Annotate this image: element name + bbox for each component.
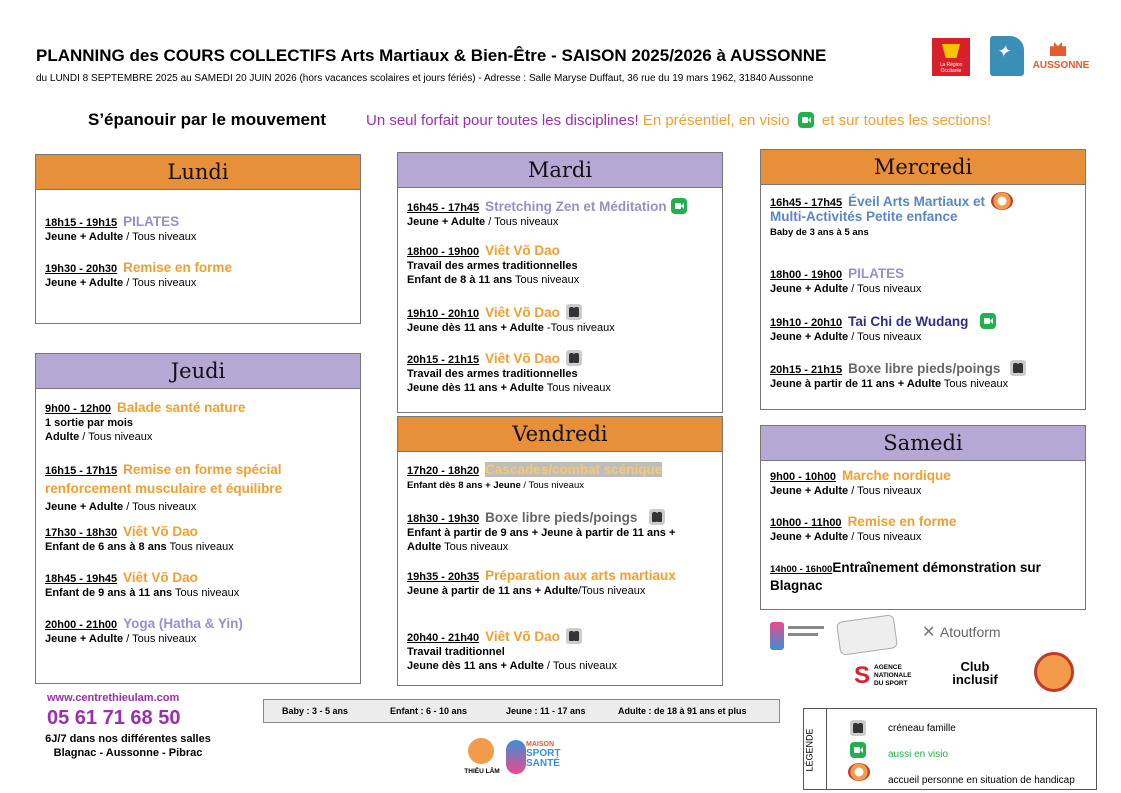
- slot-name: Remise en forme: [123, 260, 232, 275]
- slot-level: -Tous niveaux: [543, 322, 615, 334]
- slot-who: Baby de 3 ans à 5 ans: [770, 227, 869, 238]
- slot-who: Enfant de 8 à 11 ans: [407, 274, 513, 286]
- slot-who: Jeune + Adulte: [770, 331, 849, 343]
- handiguide-logo: [1034, 652, 1074, 692]
- slot-who: Jeune + Adulte: [45, 501, 124, 513]
- slot-name: Viêt Võ Dao: [485, 629, 560, 644]
- slot-mardi-2: [407, 244, 716, 287]
- slot-samedi-1: [770, 469, 1079, 498]
- club-inclusif-logo: [948, 660, 1002, 690]
- family-icon: [1010, 360, 1026, 376]
- family-icon: [566, 628, 582, 644]
- slot-mercredi-4: [770, 360, 1079, 391]
- day-box-vendredi: [397, 416, 723, 686]
- video-icon: [980, 313, 996, 329]
- slot-who: Jeune dès 11 ans + Adulte: [407, 322, 544, 334]
- day-header-samedi: Samedi: [761, 426, 1085, 461]
- ffkda-mark-icon: ✦: [996, 42, 1011, 62]
- slot-lundi-2: [45, 261, 354, 290]
- contact-info: [30, 732, 226, 760]
- slot-name: PILATES: [848, 266, 905, 281]
- slot-time: 9h00 - 12h00: [45, 403, 112, 415]
- slot-name: Préparation aux arts martiaux: [485, 568, 676, 583]
- partner-logo-label: [836, 614, 898, 656]
- phone-number[interactable]: 05 61 71 68 50: [47, 707, 181, 729]
- age-baby: Baby : 3 - 5 ans: [282, 706, 349, 716]
- slot-name: Viêt Võ Dao: [485, 243, 560, 258]
- slot-level: Tous niveaux: [941, 378, 1009, 390]
- slot-who: Jeune dès 11 ans + Adulte: [407, 382, 544, 394]
- slot-name: Remise en forme: [847, 514, 957, 529]
- slot-time: 16h45 - 17h45: [770, 197, 843, 209]
- slot-who: Jeune + Adulte: [45, 633, 124, 645]
- handicap-icon: [848, 763, 870, 781]
- slot-level: Tous niveaux: [441, 541, 509, 553]
- slot-mercredi-1: [770, 192, 1079, 240]
- slot-name: Marche nordique: [842, 468, 951, 483]
- slot-jeudi-4: [45, 571, 354, 600]
- slot-time: 9h00 - 10h00: [770, 471, 837, 483]
- page-title: PLANNING des COURS COLLECTIFS Arts Martiaux & Bien-Être - SAISON 2025/2026 à AUSSONNE: [36, 46, 827, 65]
- video-icon: [798, 112, 814, 128]
- partner-logo-sportive: [770, 620, 826, 654]
- day-box-mardi: [397, 152, 723, 413]
- slot-who: Jeune + Adulte: [770, 485, 849, 497]
- day-header-jeudi: Jeudi: [36, 354, 360, 389]
- slot-vendredi-4: [407, 628, 716, 673]
- atoutform-mark-icon: ✕: [922, 624, 936, 641]
- slot-name: Éveil Arts Martiaux et: [848, 194, 985, 209]
- slot-level: / Tous niveaux: [79, 431, 153, 443]
- slot-extra: Travail traditionnel: [407, 646, 505, 658]
- slot-level: / Tous niveaux: [848, 531, 922, 543]
- slot-name: Balade santé nature: [117, 400, 246, 415]
- slot-level: / Tous niveaux: [520, 480, 584, 491]
- slot-who: Enfant à partir de 9 ans + Jeune à partir de 11 ans +: [407, 527, 676, 539]
- page-subtitle: du LUNDI 8 SEPTEMBRE 2025 au SAMEDI 20 JUIN 2026 (hors vacances scolaires et jours fériés) - Adresse : Salle Maryse Duffaut, 36 rue du 19 mars 1962, 31840 Aussonne: [36, 73, 814, 84]
- region-label: La Région Occitanie: [939, 62, 963, 74]
- atoutform-logo: [922, 622, 1018, 646]
- slot-level: / Tous niveaux: [123, 633, 197, 645]
- slot-jeudi-1: [45, 401, 354, 444]
- slot-name: Entraînement démonstration sur: [832, 560, 1041, 575]
- slogan-forfait: Un seul forfait pour toutes les disciplines!: [366, 112, 639, 129]
- slot-who: Jeune à partir de 11 ans + Adulte: [770, 378, 942, 390]
- slot-who: Adulte: [45, 431, 80, 443]
- slot-level: / Tous niveaux: [848, 485, 922, 497]
- day-header-mercredi: Mercredi: [761, 150, 1085, 185]
- slot-mercredi-3: [770, 313, 1079, 344]
- day-header-lundi: Lundi: [36, 155, 360, 190]
- slogan-sections: et sur toutes les sections!: [821, 112, 992, 129]
- family-icon: [566, 304, 582, 320]
- slot-name: Boxe libre pieds/poings: [485, 510, 638, 525]
- slot-who: Jeune + Adulte: [407, 216, 486, 228]
- website-link[interactable]: www.centrethieulam.com: [47, 692, 180, 704]
- day-box-samedi: [760, 425, 1086, 610]
- maison-line-3: SANTÉ: [526, 758, 560, 769]
- slogan: [366, 112, 991, 129]
- slot-time: 18h15 - 19h15: [45, 217, 118, 229]
- maison-sport-sante-logo: [504, 738, 560, 782]
- slot-level: / Tous niveaux: [123, 231, 197, 243]
- slot-time: 18h45 - 19h45: [45, 573, 118, 585]
- slot-extra: 1 sortie par mois: [45, 417, 134, 429]
- slot-time: 16h15 - 17h15: [45, 465, 118, 477]
- slot-time: 18h30 - 19h30: [407, 513, 480, 525]
- slot-vendredi-1: [407, 463, 716, 493]
- slot-name: Viêt Võ Dao: [123, 570, 198, 585]
- family-icon: [566, 350, 582, 366]
- slot-name: Viêt Võ Dao: [485, 305, 560, 320]
- slot-name: Stretching Zen et Méditation: [485, 199, 667, 214]
- slot-name: Tai Chi de Wudang: [848, 314, 969, 329]
- slot-name: Cascades/combat scénique: [485, 462, 663, 477]
- slot-time: 19h10 - 20h10: [770, 317, 843, 329]
- slot-name: Yoga (Hatha & Yin): [123, 616, 243, 631]
- slot-jeudi-5: [45, 617, 354, 646]
- slot-who: Enfant de 9 ans à 11 ans: [45, 587, 173, 599]
- slot-who: Jeune + Adulte: [45, 231, 124, 243]
- maison-line-1: MAISON: [526, 741, 554, 748]
- legend-title: LÉGENDE: [804, 728, 815, 772]
- handicap-icon: [991, 192, 1013, 210]
- slot-mardi-3: [407, 304, 716, 335]
- slot-who: Jeune dès 11 ans + Adulte: [407, 660, 544, 672]
- slot-time: 19h35 - 20h35: [407, 571, 480, 583]
- ans-mark-icon: S: [854, 662, 871, 689]
- slot-time: 17h20 - 18h20: [407, 465, 480, 477]
- slot-who: Enfant de 6 ans à 8 ans: [45, 541, 167, 553]
- aussonne-logo: [1030, 40, 1092, 74]
- age-adulte: Adulte : de 18 à 91 ans et plus: [618, 706, 747, 716]
- ans-line-3: DU SPORT: [874, 680, 908, 687]
- age-enfant: Enfant : 6 - 10 ans: [390, 706, 468, 716]
- slot-samedi-3: [770, 560, 1079, 595]
- slot-level: / Tous niveaux: [848, 331, 922, 343]
- slot-name: Remise en forme spécial: [123, 462, 282, 477]
- ans-line-1: AGENCE: [874, 664, 902, 671]
- slot-samedi-2: [770, 515, 1079, 544]
- slot-level: / Tous niveaux: [485, 216, 559, 228]
- legend-family: créneau famille: [888, 723, 956, 734]
- slot-time: 18h00 - 19h00: [770, 269, 843, 281]
- day-header-mardi: Mardi: [398, 153, 722, 188]
- contact-line-2: Blagnac - Aussonne - Pibrac: [53, 747, 203, 759]
- aussonne-label: AUSSONNE: [1032, 60, 1090, 71]
- maison-line-2: SPORT: [526, 748, 561, 759]
- slot-time: 20h40 - 21h40: [407, 632, 480, 644]
- thieu-lam-logo: [462, 738, 502, 782]
- slot-name-2: Blagnac: [770, 578, 823, 593]
- slot-time: 20h15 - 21h15: [407, 354, 480, 366]
- slot-extra: Travail des armes traditionnelles: [407, 368, 578, 380]
- age-categories-bar: [263, 699, 780, 723]
- slot-time: 14h00 - 16h00: [770, 564, 833, 575]
- slot-vendredi-3: [407, 569, 716, 598]
- legend-handicap: accueil personne en situation de handicap: [888, 775, 1075, 786]
- ans-line-2: NATIONALE: [874, 672, 912, 679]
- slot-level: Tous niveaux: [172, 587, 240, 599]
- day-box-lundi: [35, 154, 361, 324]
- slot-level: / Tous niveaux: [543, 660, 618, 672]
- club-line-1: Club: [960, 659, 990, 674]
- day-header-vendredi: Vendredi: [398, 417, 722, 452]
- slot-time: 20h15 - 21h15: [770, 364, 843, 376]
- atoutform-label: Atoutform: [939, 624, 1001, 640]
- contact-line-1: 6J/7 dans nos différentes salles: [45, 733, 211, 745]
- slot-extra: Travail des armes traditionnelles: [407, 260, 578, 272]
- slot-name-2: Multi-Activités Petite enfance: [770, 209, 958, 224]
- slot-jeudi-3: [45, 525, 354, 554]
- slot-name: Viêt Võ Dao: [485, 351, 560, 366]
- day-box-mercredi: [760, 149, 1086, 410]
- slot-mardi-1: [407, 198, 716, 229]
- slot-who: Jeune + Adulte: [770, 531, 849, 543]
- slot-who: Jeune + Adulte: [45, 277, 124, 289]
- slot-time: 16h45 - 17h45: [407, 202, 480, 214]
- slogan-visio: En présentiel, en visio: [642, 112, 790, 129]
- slot-time: 19h30 - 20h30: [45, 263, 118, 275]
- legend-box: [803, 708, 1097, 790]
- slot-level: / Tous niveaux: [123, 277, 197, 289]
- slot-lundi-1: [45, 215, 354, 244]
- slot-vendredi-2: [407, 509, 716, 554]
- club-line-2: inclusif: [952, 672, 998, 687]
- slot-time: 17h30 - 18h30: [45, 527, 118, 539]
- slot-who-2: Adulte: [407, 541, 442, 553]
- legend-visio: aussi en visio: [888, 749, 949, 760]
- family-icon: [850, 720, 866, 736]
- video-icon: [671, 198, 687, 214]
- slot-level: Tous niveaux: [512, 274, 580, 286]
- slot-mercredi-2: [770, 267, 1079, 296]
- region-occitanie-logo: [932, 38, 970, 76]
- slot-time: 10h00 - 11h00: [770, 517, 842, 529]
- slot-level: /Tous niveaux: [578, 585, 646, 597]
- slot-time: 18h00 - 19h00: [407, 246, 480, 258]
- slot-name: Viêt Võ Dao: [123, 524, 198, 539]
- slot-level: / Tous niveaux: [123, 501, 197, 513]
- day-box-jeudi: [35, 353, 361, 684]
- tagline: S’épanouir par le mouvement: [88, 110, 327, 129]
- slot-time: 20h00 - 21h00: [45, 619, 118, 631]
- slot-who: Jeune + Adulte: [770, 283, 849, 295]
- slot-name: Boxe libre pieds/poings: [848, 361, 1001, 376]
- slot-jeudi-2: [45, 461, 354, 516]
- age-jeune: Jeune : 11 - 17 ans: [506, 706, 586, 716]
- slot-name: PILATES: [123, 214, 180, 229]
- slot-level: Tous niveaux: [543, 382, 611, 394]
- slot-level: / Tous niveaux: [848, 283, 922, 295]
- ans-logo: [854, 662, 926, 690]
- slot-mardi-4: [407, 350, 716, 395]
- slot-who: Enfant dès 8 ans + Jeune: [407, 480, 521, 491]
- slot-level: Tous niveaux: [166, 541, 234, 553]
- thieu-lam-label: THIÊU LÂM: [464, 768, 500, 775]
- slot-who: Jeune à partir de 11 ans + Adulte: [407, 585, 579, 597]
- family-icon: [649, 509, 665, 525]
- slot-time: 19h10 - 20h10: [407, 308, 480, 320]
- slot-name-2: renforcement musculaire et équilibre: [45, 481, 283, 496]
- video-icon: [850, 742, 866, 758]
- ffkda-logo: [990, 36, 1024, 76]
